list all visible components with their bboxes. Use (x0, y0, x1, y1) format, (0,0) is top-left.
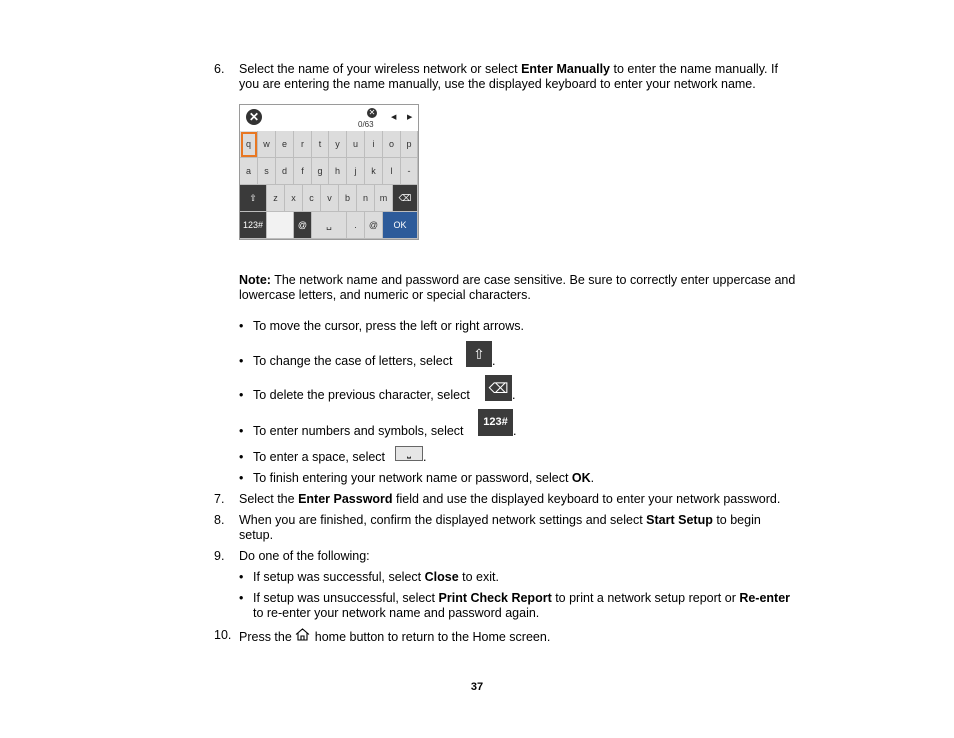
key-p: p (401, 131, 418, 158)
shift-key: ⇧ (240, 185, 267, 212)
key-y: y (329, 131, 347, 158)
cursor-right-arrow-icon: ▶ (407, 114, 413, 121)
step-6-number: 6. (214, 62, 225, 76)
key-dot: . (347, 212, 365, 239)
bullet-dot: • (239, 388, 244, 402)
bullet-numbers-symbols (253, 424, 464, 439)
keyboard-screenshot (239, 104, 419, 240)
bullet-finish (253, 471, 594, 486)
bullet-unsuccessful-line-1 (253, 591, 790, 606)
enter-password-label: Enter Password (298, 492, 393, 506)
bullet-finish-text: To finish entering your network name or password, select (253, 471, 572, 485)
bullet-dot: • (239, 354, 244, 368)
space-key: ␣ (312, 212, 347, 239)
step-6-line-2: you are entering the name manually, use the displayed keyboard to enter your network name. (239, 77, 756, 91)
step-8-text-c: to begin (712, 513, 761, 527)
keyboard-top-bar (240, 105, 418, 131)
period: . (512, 388, 516, 402)
key-l: l (383, 158, 401, 185)
key-x: x (285, 185, 303, 212)
key-a: a (240, 158, 258, 185)
bullet-unsuccessful-line-2: to re-enter your network name and password again. (253, 606, 540, 620)
step-8-line-2: setup. (239, 528, 274, 542)
bullet-space-text: To enter a space, select (253, 450, 386, 464)
key-k: k (365, 158, 383, 185)
key-at: @ (365, 212, 383, 239)
step-7-line (239, 492, 780, 507)
bullet-success (253, 570, 499, 585)
note-text-1: The network name and password are case sensitive. Be sure to correctly enter uppercase and (270, 273, 796, 287)
at-domain-key: @ (294, 212, 312, 239)
key-dash: - (401, 158, 418, 185)
period: . (513, 424, 517, 438)
key-v: v (321, 185, 339, 212)
step-6-text-a: Select the name of your wireless network or select (239, 62, 522, 76)
period: . (423, 450, 427, 464)
bullet-delete-char (253, 388, 470, 403)
start-setup-label: Start Setup (646, 513, 713, 527)
enter-manually-label: Enter Manually (521, 62, 610, 76)
cursor-left-arrow-icon: ◀ (391, 114, 397, 121)
step-8-number: 8. (214, 513, 225, 527)
keyboard-keys (240, 131, 418, 239)
step-7-text-a: Select the (239, 492, 299, 506)
bullet-dot: • (239, 319, 244, 333)
bullet-dot: • (239, 591, 244, 605)
bullet-dot: • (239, 471, 244, 485)
character-counter: 0/63 (358, 120, 374, 129)
step-6-text-c: to enter the name manually. If (610, 62, 778, 76)
step-7-number: 7. (214, 492, 225, 506)
symbols-key: 123# (240, 212, 267, 239)
period: . (492, 354, 496, 368)
re-enter-label: Re-enter (739, 591, 791, 605)
key-z: z (267, 185, 285, 212)
step-6-line-1 (239, 62, 778, 77)
key-j: j (347, 158, 365, 185)
step-8-text-a: When you are finished, confirm the displayed network settings and select (239, 513, 647, 527)
bullet-change-case (253, 354, 452, 369)
bullet-dot: • (239, 570, 244, 584)
key-w: w (258, 131, 276, 158)
bullet-success-text: If setup was successful, select (253, 570, 425, 584)
step-9-number: 9. (214, 549, 225, 563)
bullet-move-cursor: To move the cursor, press the left or right arrows. (253, 319, 524, 333)
key-b: b (339, 185, 357, 212)
step-9-line: Do one of the following: (239, 549, 370, 563)
bullet-dot: • (239, 450, 244, 464)
key-i: i (365, 131, 383, 158)
step-10-text-b: home button to return to the Home screen. (311, 630, 551, 644)
ok-key: OK (383, 212, 418, 239)
bullet-change-case-text: To change the case of letters, select (253, 354, 453, 368)
key-u: u (347, 131, 365, 158)
bullet-success-tail: to exit. (458, 570, 499, 584)
step-7-text-c: field and use the displayed keyboard to enter your network password. (392, 492, 781, 506)
shift-key-icon: ⇧ (466, 341, 492, 367)
step-10-line (239, 628, 550, 645)
key-g: g (312, 158, 329, 185)
key-e: e (276, 131, 294, 158)
page-number: 37 (470, 681, 484, 693)
key-d: d (276, 158, 294, 185)
note-label: Note: (239, 273, 271, 287)
backspace-key: ⌫ (393, 185, 418, 212)
close-label: Close (424, 570, 459, 584)
home-icon (295, 628, 311, 645)
bullet-delete-text: To delete the previous character, select (253, 388, 470, 402)
bullet-numbers-text: To enter numbers and symbols, select (253, 424, 464, 438)
key-f: f (294, 158, 312, 185)
bullet-unsuccessful-text-c: to print a network setup report or (551, 591, 740, 605)
key-o: o (383, 131, 401, 158)
key-s: s (258, 158, 276, 185)
note-line-1 (239, 273, 795, 288)
clear-input-icon: ✕ (368, 108, 376, 117)
ok-label: OK (571, 471, 591, 485)
key-h: h (329, 158, 347, 185)
symbols-key-icon: 123# (478, 409, 513, 436)
backspace-key-icon: ⌫ (485, 375, 512, 401)
key-t: t (312, 131, 329, 158)
period: . (590, 471, 595, 485)
key-r: r (294, 131, 312, 158)
print-check-report-label: Print Check Report (438, 591, 552, 605)
bullet-dot: • (239, 424, 244, 438)
blank-key (267, 212, 294, 239)
step-10-text-a: Press the (239, 630, 296, 644)
key-n: n (357, 185, 375, 212)
step-8-line-1 (239, 513, 761, 528)
key-q: q (240, 131, 258, 158)
close-icon: ✕ (246, 109, 262, 125)
bullet-unsuccessful-text-a: If setup was unsuccessful, select (253, 591, 439, 605)
key-m: m (375, 185, 393, 212)
bullet-space (253, 450, 385, 465)
key-c: c (303, 185, 321, 212)
space-key-icon: ⎵ (395, 446, 423, 461)
step-10-number: 10. (214, 628, 232, 642)
note-line-2: lowercase letters, and numeric or special characters. (239, 288, 531, 302)
